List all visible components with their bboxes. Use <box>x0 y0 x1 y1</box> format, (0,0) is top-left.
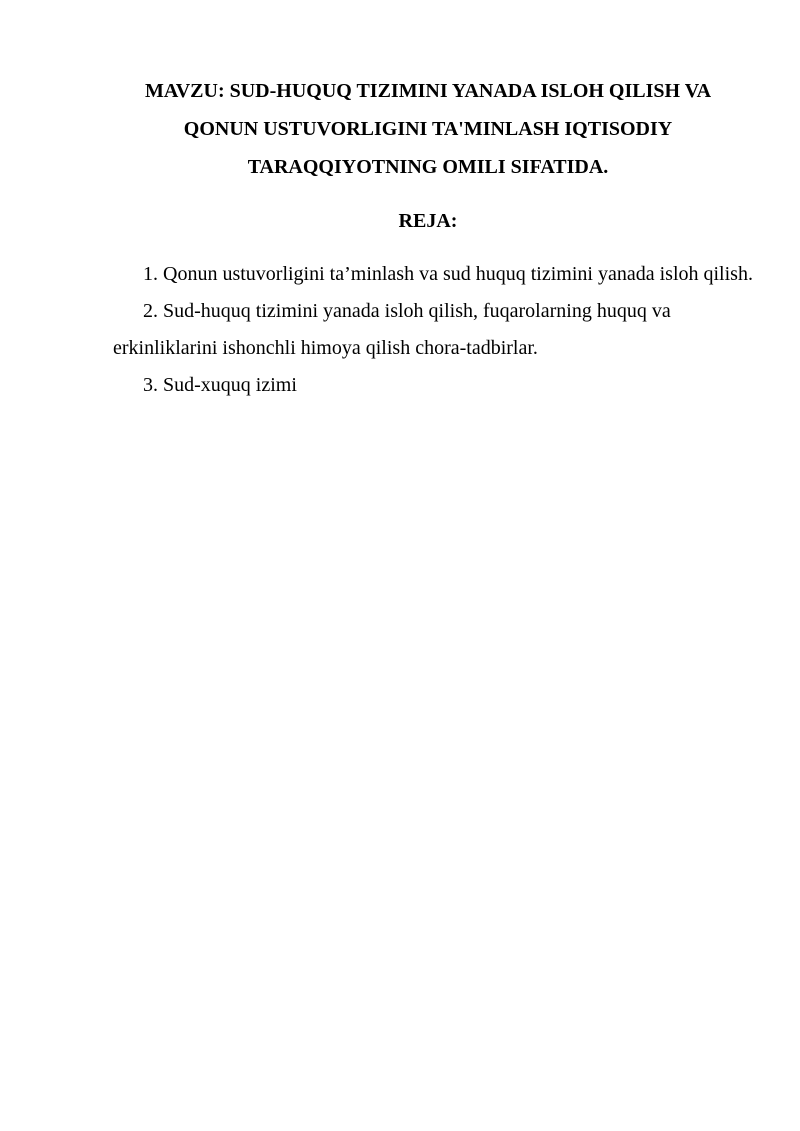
title-line-1: MAVZU: SUD-HUQUQ TIZIMINI YANADA ISLOH QILISH VA <box>144 80 712 102</box>
plan-item-number: 2. <box>143 300 158 322</box>
plan-item-3 <box>113 367 753 404</box>
plan-heading: REJA: <box>398 210 458 232</box>
plan-list <box>113 256 753 404</box>
plan-item-2 <box>113 293 753 367</box>
plan-item-text: Sud-huquq tizimini yanada isloh qilish, fuqarolarning huquq va erkinliklarini ishonchli himoya qilish chora-tadbirlar. <box>113 300 671 359</box>
title-line-3: TARAQQIYOTNING OMILI SIFATIDA. <box>247 156 609 178</box>
plan-item-number: 3. <box>143 374 158 396</box>
plan-item-1 <box>113 256 753 293</box>
plan-item-text: Qonun ustuvorligini ta’minlash va sud huquq tizimini yanada isloh qilish. <box>163 263 753 285</box>
title-line-2: QONUN USTUVORLIGINI TA'MINLASH IQTISODIY <box>183 118 673 140</box>
plan-item-text: Sud-xuquq izimi <box>163 374 297 396</box>
plan-item-number: 1. <box>143 263 158 285</box>
document-title <box>100 72 756 186</box>
